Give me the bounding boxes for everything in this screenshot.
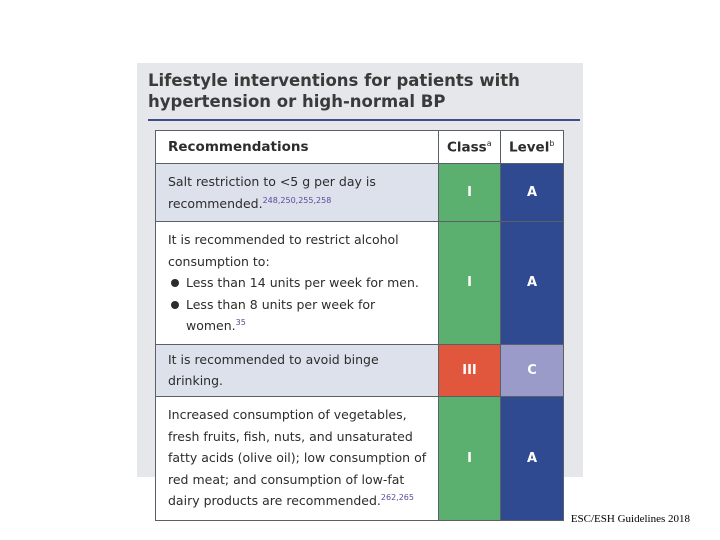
table-row bbox=[156, 396, 564, 520]
recommendation-text: It is recommended to restrict alcohol consumption to: bbox=[168, 232, 399, 269]
recommendation-cell bbox=[156, 396, 439, 520]
title-rule bbox=[148, 119, 580, 121]
bullet-icon bbox=[171, 301, 179, 309]
header-recommendations-label: Recommendations bbox=[168, 139, 309, 155]
table-row bbox=[156, 344, 564, 396]
header-class-footnote: a bbox=[486, 138, 492, 148]
header-level-footnote: b bbox=[549, 138, 555, 148]
list-item bbox=[168, 294, 428, 337]
header-level bbox=[501, 131, 564, 164]
panel-title: Lifestyle interventions for patients with hypertension or high-normal BP bbox=[148, 71, 520, 111]
table-row bbox=[156, 164, 564, 222]
class-badge: I bbox=[439, 396, 501, 520]
class-badge: I bbox=[439, 222, 501, 345]
recommendation-cell bbox=[156, 344, 439, 396]
recommendations-table-wrap bbox=[155, 130, 563, 509]
bullet-list bbox=[168, 272, 428, 337]
guideline-panel bbox=[137, 63, 583, 509]
header-class-label: Class bbox=[447, 139, 487, 156]
reference-numbers: 262,265 bbox=[380, 493, 414, 503]
header-level-label: Level bbox=[509, 139, 550, 156]
bullet-text: Less than 14 units per week for men. bbox=[186, 275, 419, 290]
recommendation-cell bbox=[156, 222, 439, 345]
reference-numbers: 248,250,255,258 bbox=[262, 195, 332, 205]
recommendations-table bbox=[155, 130, 564, 521]
recommendation-text: Increased consumption of vegetables, fresh fruits, fish, nuts, and unsaturated fatty acids (olive oil); low consumption of red meat; and consumption of low-fat dairy products are recommended. bbox=[168, 407, 427, 509]
level-badge: A bbox=[501, 164, 564, 222]
header-recommendations bbox=[156, 131, 439, 164]
table-row bbox=[156, 222, 564, 345]
recommendation-cell bbox=[156, 164, 439, 222]
reference-numbers: 35 bbox=[235, 317, 246, 327]
table-header-row bbox=[156, 131, 564, 164]
source-caption: ESC/ESH Guidelines 2018 bbox=[570, 513, 690, 525]
level-badge: C bbox=[501, 344, 564, 396]
bullet-icon bbox=[171, 279, 179, 287]
header-class bbox=[439, 131, 501, 164]
level-badge: A bbox=[501, 222, 564, 345]
class-badge: I bbox=[439, 164, 501, 222]
recommendation-text: Salt restriction to <5 g per day is recommended. bbox=[168, 174, 376, 211]
bullet-text: Less than 8 units per week for women. bbox=[186, 296, 376, 333]
list-item bbox=[168, 272, 428, 294]
level-badge: A bbox=[501, 396, 564, 520]
class-badge: III bbox=[439, 344, 501, 396]
recommendation-text: It is recommended to avoid binge drinking. bbox=[168, 351, 379, 388]
